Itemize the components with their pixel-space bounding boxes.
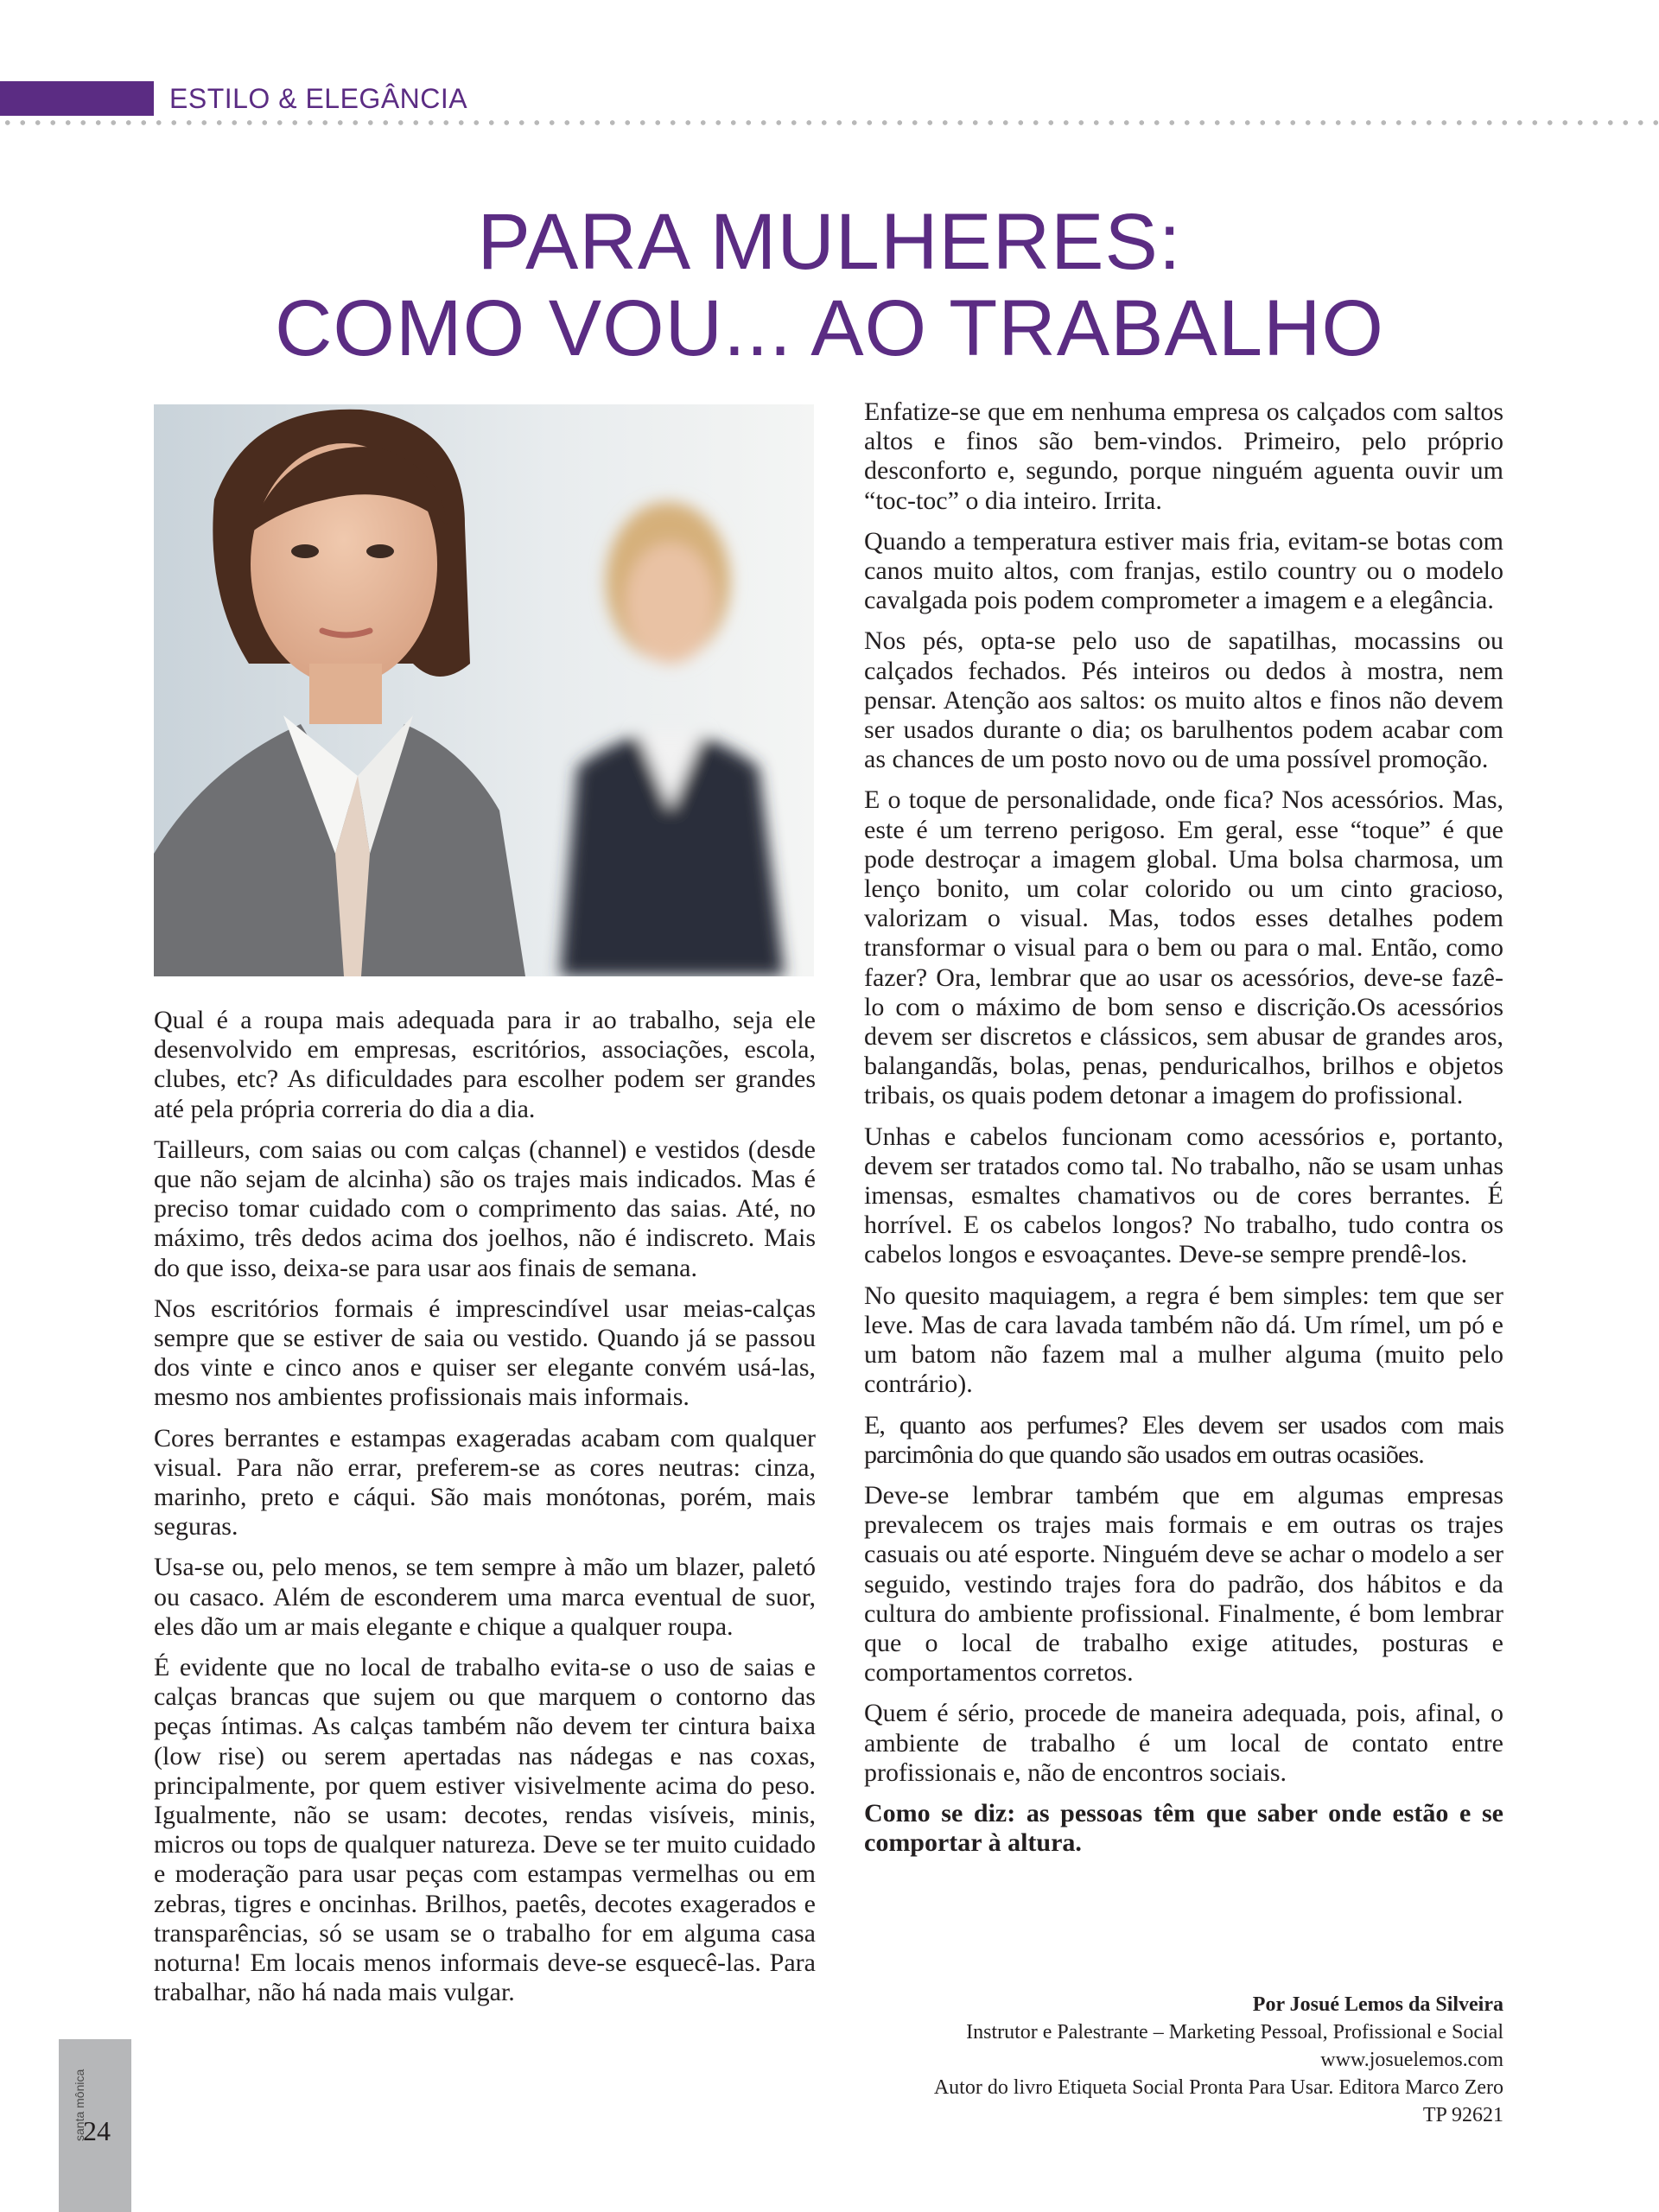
dotted-divider [0, 119, 1659, 126]
author-book: Autor do livro Etiqueta Social Pronta Para Usar. Editora Marco Zero [933, 2076, 1503, 2099]
body-paragraph: No quesito maquiagem, a regra é bem simples: tem que ser leve. Mas de cara lavada também não dá. Um rímel, um pó e um batom não fazem mal a mulher alguma (muito pelo contrário). [864, 1281, 1503, 1399]
left-column [154, 1006, 816, 2019]
author-role: Instrutor e Palestrante – Marketing Pessoal, Profissional e Social [966, 2021, 1503, 2044]
closing-statement: Como se diz: as pessoas têm que saber onde estão e se comportar à altura. [864, 1798, 1503, 1858]
body-paragraph: Unhas e cabelos funcionam como acessórios e, portanto, devem ser tratados como tal. No trabalho, não se usam unhas imensas, esmaltes chamativos ou de cores berrantes. É horrível. E os cabelos longos? No trabalho, tudo contra os cabelos longos e esvoaçantes. Deve-se sempre prendê-los. [864, 1122, 1503, 1269]
author-website: www.josuelemos.com [1320, 2049, 1503, 2071]
author-registration: TP 92621 [1422, 2104, 1503, 2126]
body-paragraph: E o toque de personalidade, onde fica? Nos acessórios. Mas, este é um terreno perigoso. Em geral, esse “toque” é que pode destroçar a imagem global. Uma bolsa charmosa, um lenço bonito, um colar colorido ou um cinto gracioso, valorizam o visual. Mas, todos esses detalhes podem transformar o visual para o bem ou para o mal. Então, como fazer? Ora, lembrar que ao usar os acessórios, deve-se fazê-lo com o máximo de bom senso e discrição.Os acessórios devem ser discretos e clássicos, sem abusar de grandes aros, balangandãs, bolas, penas, penduricalhos, brilhos e objetos tribais, os quais podem detonar a imagem do profissional. [864, 785, 1503, 1110]
body-paragraph: Cores berrantes e estampas exageradas acabam com qualquer visual. Para não errar, preferem-se as cores neutras: cinza, marinho, preto e cáqui. São mais monótonas, porém, mais seguras. [154, 1423, 816, 1541]
body-paragraph: É evidente que no local de trabalho evita-se o uso de saias e calças brancas que sujem ou que marquem o contorno das peças íntimas. As calças também não devem ter cintura baixa (low rise) ou serem apertadas nas nádegas e nas coxas, principalmente, por quem estiver visivelmente acima do peso. Igualmente, não se usam: decotes, rendas visíveis, minis, micros ou tops de qualquer natureza. Deve se ter muito cuidado e moderação para usar peças com estampas vermelhas ou em zebras, tigres e oncinhas. Brilhos, paetês, decotes exagerados e transparências, só se usam se o trabalho for em alguma casa noturna! Em locais menos informais deve-se esquecê-las. Para trabalhar, não há nada mais vulgar. [154, 1653, 816, 2007]
section-color-bar [0, 81, 154, 116]
photo-illustration [154, 404, 814, 976]
body-paragraph: Nos pés, opta-se pelo uso de sapatilhas, mocassins ou calçados fechados. Pés inteiros ou dedos à mostra, nem pensar. Atenção aos saltos: os muito altos e finos não devem ser usados durante o dia; os barulhentos podem acabar com as chances de um posto novo ou de uma possível promoção. [864, 626, 1503, 774]
magazine-name: santa mônica [73, 2069, 86, 2141]
article-title-line-1: PARA MULHERES: [477, 198, 1182, 286]
businesswomen-photo [154, 404, 814, 976]
body-paragraph: Tailleurs, com saias ou com calças (channel) e vestidos (desde que não sejam de alcinha) são os trajes mais indicados. Mas é preciso tomar cuidado com o comprimento das saias. Até, no máximo, três dedos acima dos joelhos, não é indiscreto. Mais do que isso, deixa-se para usar aos finais de semana. [154, 1135, 816, 1282]
section-label: ESTILO & ELEGÂNCIA [169, 83, 468, 114]
body-paragraph: Quem é sério, procede de maneira adequada, pois, afinal, o ambiente de trabalho é um local de contato entre profissionais e, não de encontros sociais. [864, 1699, 1503, 1787]
body-paragraph: Deve-se lembrar também que em algumas empresas prevalecem os trajes mais formais e em outras os trajes casuais ou até esporte. Ninguém deve se achar o modelo a ser seguido, vestindo trajes fora do padrão, dos hábitos e da cultura do ambiente profissional. Finalmente, é bom lembrar que o local de trabalho exige atitudes, posturas e comportamentos corretos. [864, 1480, 1503, 1688]
body-paragraph: E, quanto aos perfumes? Eles devem ser usados com mais parcimônia do que quando são usados em outras ocasiões. [864, 1410, 1503, 1469]
right-column [864, 397, 1503, 1869]
body-paragraph: Qual é a roupa mais adequada para ir ao trabalho, seja ele desenvolvido em empresas, escritórios, associações, escola, clubes, etc? As dificuldades para escolher podem ser grandes até pela própria correria do dia a dia. [154, 1006, 816, 1123]
body-paragraph: Usa-se ou, pelo menos, se tem sempre à mão um blazer, paletó ou casaco. Além de esconderem uma marca eventual de suor, eles dão um ar mais elegante e chique a qualquer roupa. [154, 1553, 816, 1641]
author-byline [847, 1991, 1503, 2129]
page-number: 24 [83, 2115, 111, 2146]
article-title-line-2: COMO VOU... AO TRABALHO [274, 284, 1384, 372]
body-paragraph: Quando a temperatura estiver mais fria, evitam-se botas com canos muito altos, com franjas, estilo country ou o modelo cavalgada pois podem comprometer a imagem e a elegância. [864, 526, 1503, 615]
author-name: Por Josué Lemos da Silveira [1252, 1993, 1503, 2016]
body-paragraph: Enfatize-se que em nenhuma empresa os calçados com saltos altos e finos são bem-vindos. Primeiro, pelo próprio desconforto e, segundo, porque ninguém aguenta ouvir um “toc-toc” o dia inteiro. Irrita. [864, 397, 1503, 515]
body-paragraph: Nos escritórios formais é imprescindível usar meias-calças sempre que se estiver de saia ou vestido. Quando já se passou dos vinte e cinco anos e quiser ser elegante convém usá-las, mesmo nos ambientes profissionais mais informais. [154, 1294, 816, 1412]
